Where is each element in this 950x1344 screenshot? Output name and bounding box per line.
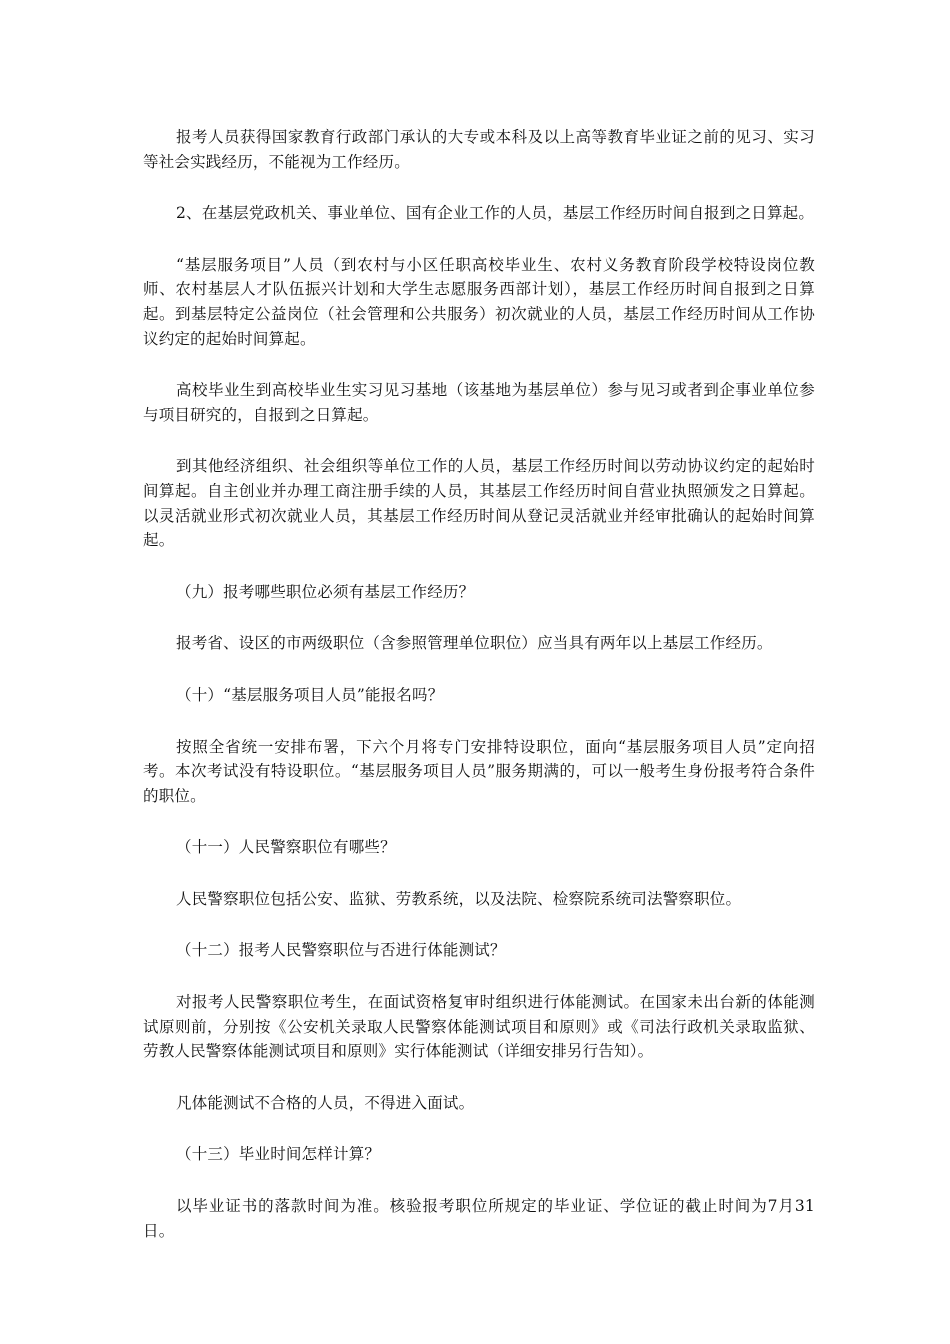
paragraph-grassroots-service: “基层服务项目”人员（到农村与小区任职高校毕业生、农村义务教育阶段学校特设岗位教师、农村基层人才队伍振兴计划和大学生志愿服务西部计划），基层工作经历时间自报到之日算起。到基层特定公益岗位（社会管理和公共服务）初次就业的人员，基层工作经历时间从工作协议约定的起始时间算起。	[143, 255, 815, 348]
heading-question-9: （九）报考哪些职位必须有基层工作经历？	[176, 582, 475, 601]
paragraph-answer-11: 人民警察职位包括公安、监狱、劳教系统，以及法院、检察院系统司法警察职位。	[176, 889, 742, 908]
paragraph-other-organizations: 到其他经济组织、社会组织等单位工作的人员，基层工作经历时间以劳动协议约定的起始时间算起。自主创业并办理工商注册手续的人员，其基层工作经历时间自营业执照颁发之日算起。以灵活就业形式初次就业人员，其基层工作经历时间从登记灵活就业并经审批确认的起始时间算起。	[143, 457, 815, 550]
heading-question-12: （十二）报考人民警察职位与否进行体能测试？	[176, 941, 506, 960]
document-body	[143, 125, 815, 1270]
paragraph-graduate-internship: 高校毕业生到高校毕业生实习见习基地（该基地为基层单位）参与见习或者到企事业单位参与项目研究的，自报到之日算起。	[143, 381, 815, 424]
heading-question-13: （十三）毕业时间怎样计算？	[176, 1145, 381, 1164]
paragraph-internship-note: 报考人员获得国家教育行政部门承认的大专或本科及以上高等教育毕业证之前的见习、实习等社会实践经历，不能视为工作经历。	[143, 128, 815, 171]
paragraph-answer-13: 以毕业证书的落款时间为准。核验报考职位所规定的毕业证、学位证的截止时间为7月31日。	[143, 1197, 815, 1240]
heading-question-10: （十）“基层服务项目人员”能报名吗？	[176, 685, 444, 704]
paragraph-answer-10: 按照全省统一安排布署，下六个月将专门安排特设职位，面向“基层服务项目人员”定向招考。本次考试没有特设职位。“基层服务项目人员”服务期满的，可以一般考生身份报考符合条件的职位。	[143, 737, 815, 805]
paragraph-answer-9: 报考省、设区的市两级职位（含参照管理单位职位）应当具有两年以上基层工作经历。	[176, 634, 773, 653]
paragraph-item-2: 2、在基层党政机关、事业单位、国有企业工作的人员，基层工作经历时间自报到之日算起。	[176, 204, 815, 223]
heading-question-11: （十一）人民警察职位有哪些？	[176, 838, 396, 857]
paragraph-answer-12: 对报考人民警察职位考生，在面试资格复审时组织进行体能测试。在国家未出台新的体能测试原则前，分别按《公安机关录取人民警察体能测试项目和原则》或《司法行政机关录取监狱、劳教人民警察体能测试项目和原则》实行体能测试（详细安排另行告知）。	[143, 993, 815, 1061]
paragraph-fitness-fail: 凡体能测试不合格的人员，不得进入面试。	[176, 1093, 475, 1112]
